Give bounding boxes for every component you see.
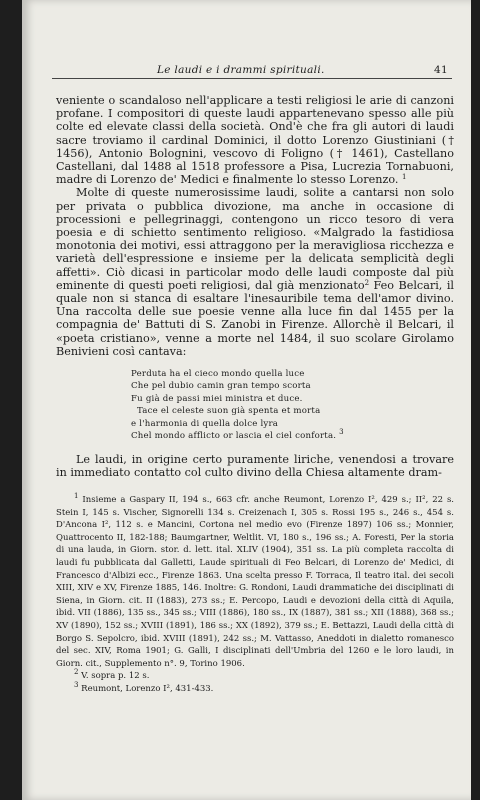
paragraph-1: [56, 94, 454, 186]
footnote-ref-1: 1: [402, 173, 407, 182]
paragraph-2-text-b: Feo Belcari, il quale non si stanca di esaltare l'inesauribile tema dell'amor divino. Una raccolta delle sue poesie venne alla luce fin dal 1455 per la compagnia de' Battuti di S. Zanobi in Firenze. Allorchè il Belcari, il «poeta cristiano», venne a morte nel 1484, il suo scolare Girolamo Benivieni così cantava:: [56, 278, 454, 358]
footnote-1-label: 1: [74, 492, 79, 500]
verse-line: Fu già de passi miei ministra et duce.: [131, 393, 303, 404]
verse-line: e l'harmonia di quella dolce lyra: [131, 418, 279, 429]
verse-line: Tace el celeste suon già spenta et morta: [137, 406, 321, 417]
footnote-2: [56, 670, 454, 683]
footnote-1-text: Insieme a Gaspary II, 194 s., 663 cfr. anche Reumont, Lorenzo I², 429 s.; II², 22 s. Stein I, 145 s. Vischer, Signorelli 134 s. Creizenach I, 305 s. Rossi 195 s., 246 s., 454 s. D'Ancona I², 112 s. e Mancini, Cortona nel medio evo (Firenze 1897) 106 ss.; Monnier, Quattrocento II, 182-188; Baumgartner, Weltlit. VI, 180 s., 196 ss.; A. Foresti, Per la storia di una lauda, in Giorn. stor. d. lett. ital. XLIV (1904), 351 ss. La più completa raccolta di laudi fu pubblicata dal Galletti, Laude spirituali di Feo Belcari, di Lorenzo de' Medici, di Francesco d'Albizi ecc., Firenze 1863. Una scelta presso F. Torraca, Il teatro ital. dei secoli XIII, XIV e XV, Firenze 1885, 146. Inoltre: G. Rondoni, Laudi drammatiche dei disciplinati di Siena, in Giorn. cit. II (1883), 273 ss.; E. Percopo, Laudi e devozioni della città di Aquila, ibid. VII (1886), 135 ss., 345 ss.; VIII (1886), 180 ss., IX (1887), 381 ss.; XII (1888), 368 ss.; XV (1890), 152 ss.; XVIII (1891), 186 ss.; XX (1892), 379 ss.; E. Bettazzi, Laudi della città di Borgo S. Sepolcro, ibid. XVIII (1891), 242 ss.; M. Vattasso, Aneddoti in dialetto romanesco del sec. XIV, Roma 1901; G. Galli, I disciplinati dell'Umbria del 1260 e le loro laudi, in Giorn. cit., Supplemento n°. 9, Torino 1906.: [56, 495, 455, 669]
paragraph-2: [56, 186, 454, 358]
footnote-2-text: V. sopra p. 12 s.: [81, 671, 150, 682]
footnote-1: [56, 494, 454, 670]
verse-line: Che pel dubio camin gran tempo scorta: [131, 381, 311, 392]
verse-line-text: Chel mondo afflicto or lascia el ciel conforta.: [131, 431, 337, 442]
paragraph-3: Le laudi, in origine certo puramente liriche, venendosi a trovare in immediato contatto col culto divino della Chiesa altamente dram-: [56, 452, 454, 479]
book-page: [22, 0, 471, 800]
footnote-ref-2: 2: [364, 278, 370, 287]
footnotes: [56, 494, 454, 696]
paragraph-2-text-a: Molte di queste numerosissime laudi, solite a cantarsi non solo per privata o pubblica divozione, ma anche in occasione di processioni e pellegrinaggi, contengono un ricco tesoro di vera poesia e di schietto sentimento religioso. «Malgrado la fastidiosa monotonia dei motivi, essi attraggono per la meravigliosa ricchezza e varietà dell'espressione e insieme per la delicata semplicità degli affetti». Ciò dicasi in particolar modo delle laudi composte dal più eminente di questi poeti religiosi, dal già menzionato: [56, 186, 454, 292]
verse-line: [131, 430, 454, 442]
verse-line: Perduta ha el cieco mondo quella luce: [131, 369, 305, 380]
main-text: [56, 94, 454, 479]
footnote-2-label: 2: [74, 668, 79, 677]
footnote-3: [56, 680, 454, 696]
footnote-3-text: Reumont, Lorenzo I², 431-433.: [81, 683, 214, 694]
page-number: 41: [434, 64, 448, 76]
page-header: [52, 60, 452, 79]
verse-quotation: [131, 368, 454, 442]
footnote-ref-3: 3: [339, 428, 344, 437]
paragraph-1-text: veniente o scandaloso nell'applicare a testi religiosi le arie di canzoni profane. I compositori di queste laudi appartenevano spesso alle più colte ed elevate classi della società. Ond'è che fra gli autori di laudi sacre troviamo il cardinal Dominici, il dotto Lorenzo Giustiniani († 1456), Antonio Bolognini, vescovo di Foligno († 1461), Castellano Castellani, dal 1488 al 1518 professore a Pisa, Lucrezia Tornabuoni, madre di Lorenzo de' Medici e finalmente lo stesso Lorenzo.: [56, 94, 454, 187]
footnote-3-label: 3: [74, 680, 79, 689]
running-title: Le laudi e i drammi spirituali.: [157, 64, 325, 76]
